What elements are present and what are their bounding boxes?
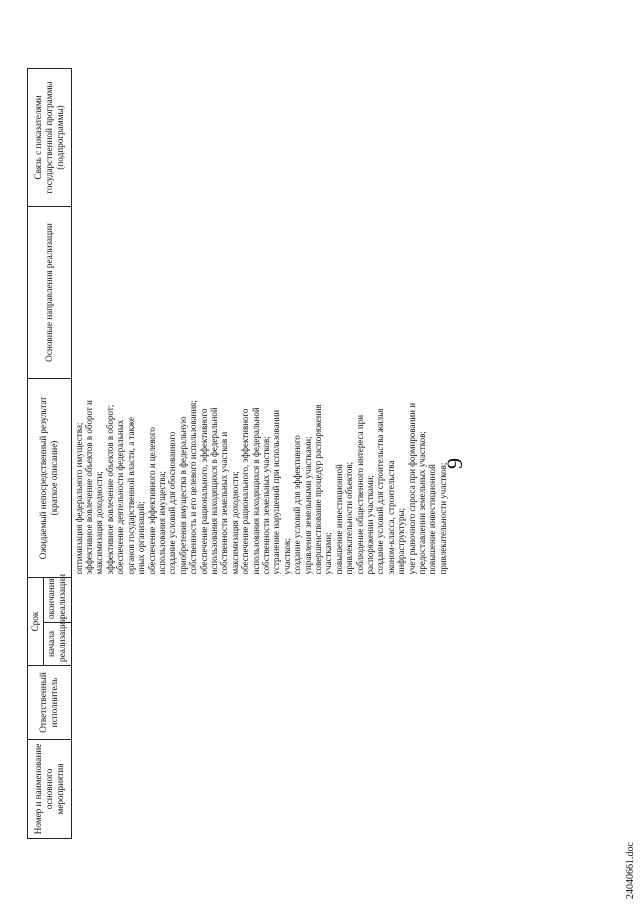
cell-activity xyxy=(71,740,450,839)
result-line: устранение нарушений при использовании xyxy=(271,409,282,575)
result-line: распоряжении участками; xyxy=(365,475,376,575)
result-line: привлекательности объектов; xyxy=(344,461,355,575)
result-line: участками; xyxy=(323,532,334,575)
result-line: обеспечение деятельности федеральных xyxy=(115,419,126,575)
program-table xyxy=(27,68,450,839)
result-line: предоставлении земельных участков; xyxy=(417,431,428,575)
page-number: 9 xyxy=(442,458,467,469)
result-line: собственность и его целевого использования; xyxy=(188,400,199,575)
header-term: Срок xyxy=(28,578,44,666)
header-result: Ожидаемый непосредственный результат (краткое описание) xyxy=(28,379,72,578)
header-term-start: начала реализации xyxy=(44,623,71,666)
header-term-end: окончания реализации xyxy=(44,578,71,623)
result-line: использования находящихся в федеральной xyxy=(208,407,219,575)
result-line: обеспечение рационального, эффективного xyxy=(198,408,209,575)
footer-doc-code: 24040661.doc xyxy=(625,842,636,899)
header-directions: Основные направления реализации xyxy=(28,207,72,379)
header-indicators: Связь с показателями государственной программы (подпрограммы) xyxy=(28,69,72,207)
result-line: соблюдение общественного интереса при xyxy=(354,414,365,575)
result-line: эффективное вовлечение объектов в оборот; xyxy=(104,404,115,575)
result-line: повышение инвестиционной xyxy=(427,464,438,575)
result-line: повышение инвестиционной xyxy=(333,464,344,575)
result-line: управления земельными участками; xyxy=(302,436,313,575)
result-line: инфраструктуры; xyxy=(396,508,407,575)
cell-executor xyxy=(71,666,450,740)
cell-result xyxy=(71,379,450,578)
result-line: органов государственной власти, а также xyxy=(125,416,136,575)
cell-indicators xyxy=(71,69,450,207)
result-line: собственности земельных участков; xyxy=(260,436,271,575)
result-line: оптимизация федерального имущества; xyxy=(73,422,84,575)
result-line: совершенствование процедур распоряжения xyxy=(313,404,323,575)
result-list xyxy=(74,382,449,575)
result-line: максимизация доходности; xyxy=(229,471,240,575)
result-line: использования находящихся в федеральной xyxy=(250,407,261,575)
header-executor: Ответственный исполнитель xyxy=(28,666,72,740)
result-line: обеспечение рационального, эффективного xyxy=(240,408,251,575)
result-line: привлекательности участков; xyxy=(437,462,448,575)
result-line: участков; xyxy=(281,538,292,575)
result-line: создание условий для строительства жилья xyxy=(375,408,386,575)
cell-directions xyxy=(71,207,450,379)
result-line: эконом-класса, строительства xyxy=(385,460,396,575)
result-line: использования имущества; xyxy=(156,471,167,575)
result-line: приобретения имущества в федеральную xyxy=(177,416,188,575)
result-line: создание условий для обоснованного xyxy=(167,431,178,575)
result-line: эффективное вовлечение объектов в оборот и xyxy=(84,400,95,575)
result-line: иных организаций; xyxy=(136,501,147,575)
header-activity: Номер и наименование основного мероприятия xyxy=(28,740,72,839)
result-line: максимизация доходности; xyxy=(94,471,105,575)
result-line: собственности земельных участков и xyxy=(219,431,230,575)
result-line: обеспечение эффективного и целевого xyxy=(146,427,157,575)
cell-term-end xyxy=(71,578,450,623)
result-line: создание условий для эффективного xyxy=(292,435,303,575)
result-line: учет рыночного спроса при формировании и xyxy=(406,402,417,575)
cell-term-start xyxy=(71,623,450,666)
